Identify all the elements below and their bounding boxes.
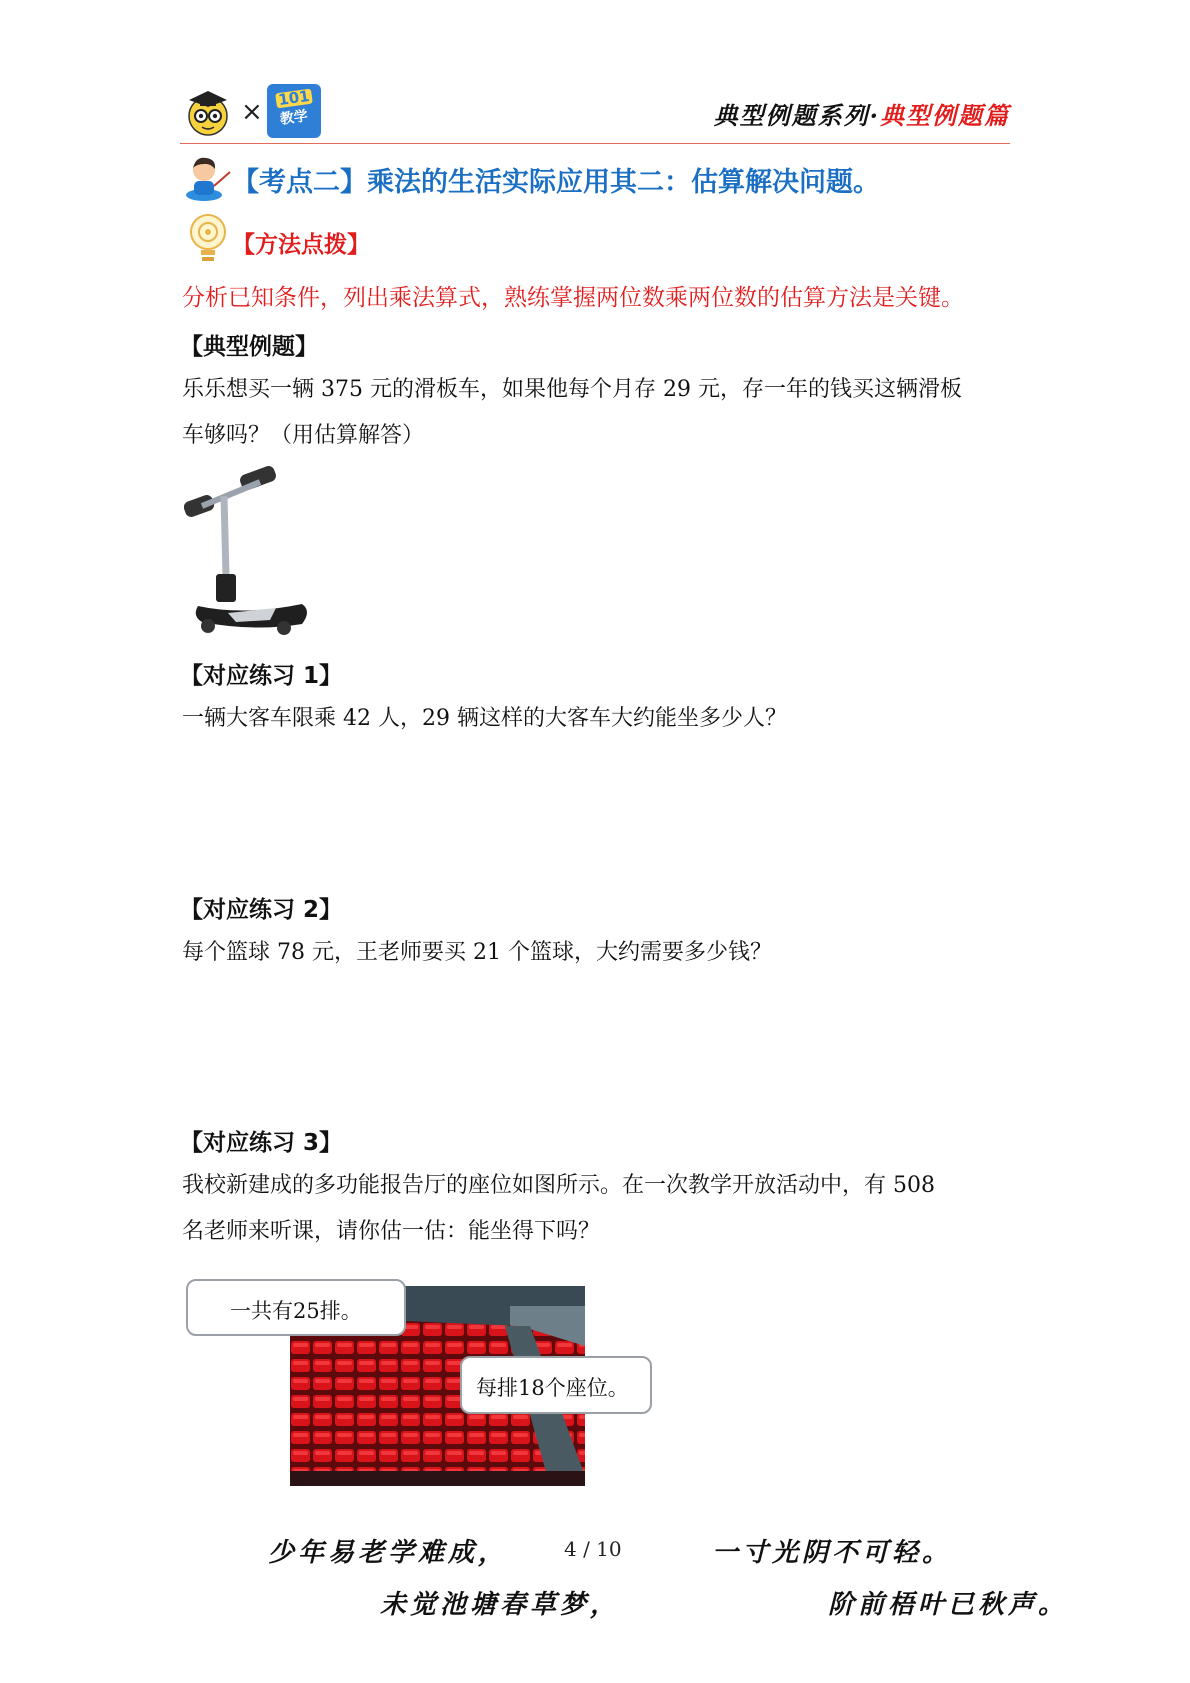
exercise-1-problem: 一辆大客车限乘 42 人，29 辆这样的大客车大约能坐多少人？: [182, 706, 787, 731]
page-number: 4 / 10: [564, 1537, 622, 1561]
example-problem: [182, 367, 1012, 459]
example-line-1: 乐乐想买一辆 375 元的滑板车，如果他每个月存 29 元，存一年的钱买这辆滑板: [182, 377, 962, 402]
footer-poem-line-3: 未觉池塘春草梦，: [380, 1590, 621, 1620]
lightbulb-icon: [186, 212, 230, 266]
header-title: [714, 96, 1010, 131]
exercise-3-line-2: 名老师来听课，请你估一估：能坐得下吗？: [182, 1219, 601, 1244]
exercise-1-label: 【对应练习 1】: [180, 663, 343, 689]
header-title-chapter: 典型例题篇: [880, 101, 1010, 130]
example-label: 【典型例题】: [180, 334, 318, 360]
section-heading: 【考点二】乘法的生活实际应用其二：估算解决问题。: [232, 167, 880, 198]
logo-number: 101: [275, 89, 313, 109]
header-divider: [180, 143, 1010, 144]
logo-separator: ×: [241, 97, 263, 127]
exercise-2-label: 【对应练习 2】: [180, 897, 343, 923]
footer-poem-line-2: 一寸光阴不可轻。: [712, 1538, 953, 1568]
method-tips-text: 分析已知条件，列出乘法算式，熟练掌握两位数乘两位数的估算方法是关键。: [182, 285, 964, 311]
exercise-3-label: 【对应练习 3】: [180, 1130, 343, 1156]
logo-101-icon: [267, 84, 321, 138]
teacher-pointer-icon: [184, 150, 232, 202]
footer-poem-line-1: 少年易老学难成，: [268, 1538, 509, 1568]
rows-speech-bubble: 一共有25排。: [186, 1279, 406, 1336]
logo-text: 教学: [279, 108, 309, 128]
mascot-logo-icon: [183, 86, 233, 136]
footer-poem-line-4: 阶前梧叶已秋声。: [828, 1590, 1069, 1620]
exercise-3-line-1: 我校新建成的多功能报告厅的座位如图所示。在一次教学开放活动中，有 508: [182, 1173, 935, 1198]
exercise-3-problem: [182, 1163, 1012, 1255]
method-tips-label: 【方法点拨】: [232, 232, 370, 258]
header-title-series: 典型例题系列·: [713, 101, 880, 130]
seats-per-row-speech-bubble: 每排18个座位。: [460, 1356, 652, 1414]
example-line-2: 车够吗？（用估算解答）: [182, 423, 425, 448]
scooter-illustration: [184, 466, 316, 642]
exercise-2-problem: 每个篮球 78 元，王老师要买 21 个篮球，大约需要多少钱？: [182, 940, 772, 965]
